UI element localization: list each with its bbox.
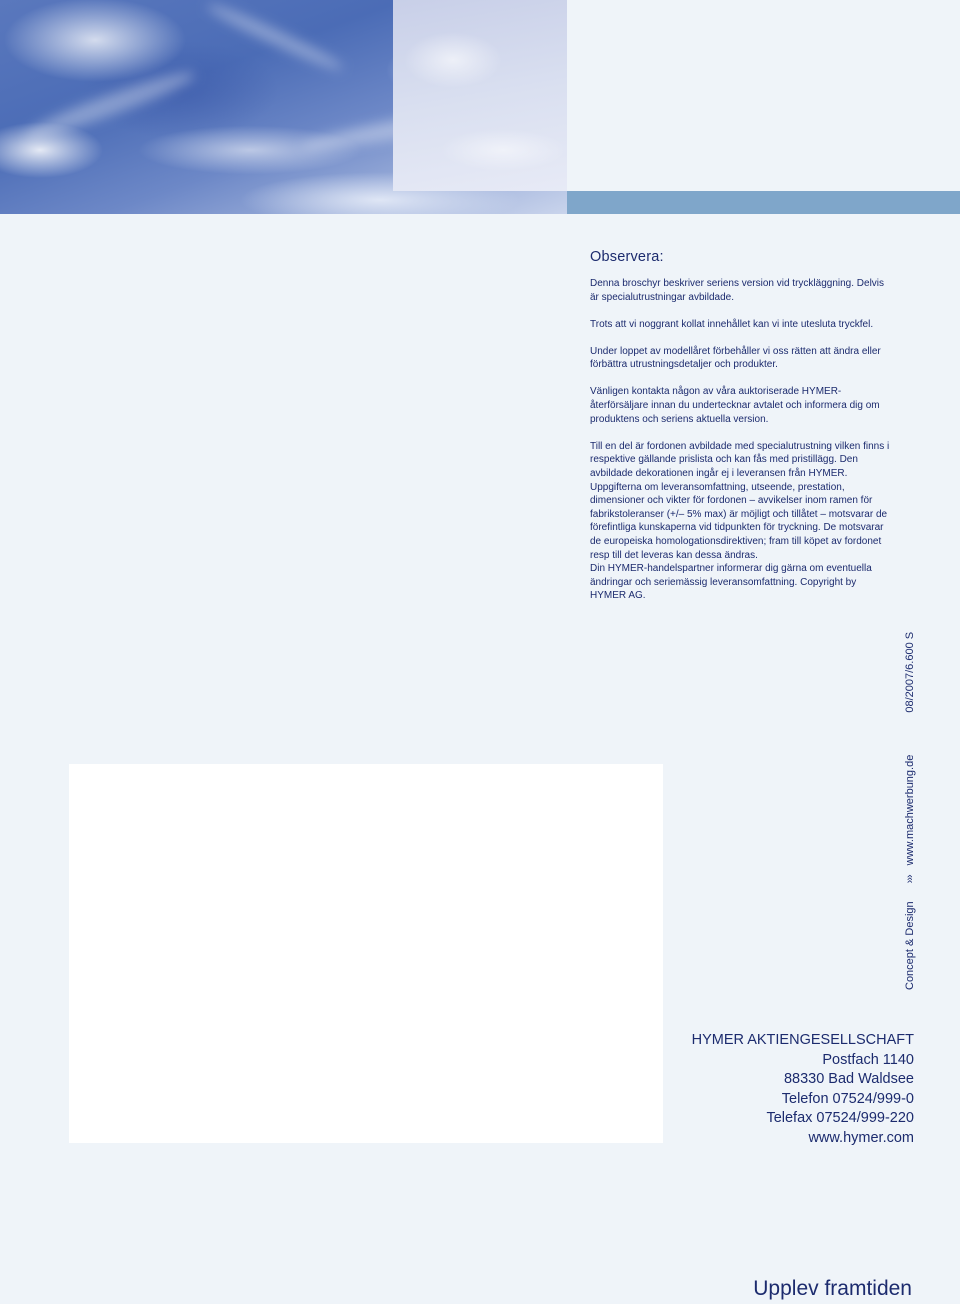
website-link[interactable]: www.hymer.com bbox=[808, 1129, 914, 1146]
sky-overlay-panel bbox=[393, 0, 567, 191]
notice-heading: Observera: bbox=[590, 249, 664, 265]
notice-paragraph: Trots att vi noggrant kollat innehållet kan vi inte utesluta tryckfel. bbox=[590, 318, 874, 330]
print-code: 08/2007/6.600 S bbox=[904, 631, 916, 713]
notice-paragraph: Till en del är fordonen avbildade med specialutrustning vilken finns i respektive gällande prislista och kan fås med pristillägg. Den avbildade dekorationen ingår ej i leveransen från HYMER. Uppgifterna om leveransomfattning, utseende, prestation, dimensioner och vikter för fordonen – avvikelser inom ramen för fabrikstoleranser (+/– 5% max) är möjligt och tillåtet – motsvarar de förefintliga kunskaperna vid tidpunkten för tryckning. De motsvarar de europeiska homologationsdirektiven; fram till köpet av fordonet resp till det leveras kan dessa ändras. bbox=[590, 440, 890, 561]
accent-band bbox=[567, 191, 960, 214]
city: 88330 Bad Waldsee bbox=[783, 1071, 914, 1087]
notice-paragraph: Denna broschyr beskriver seriens version vid tryckläggning. Delvis är specialutrustningar avbildade. bbox=[590, 278, 885, 303]
company-address bbox=[692, 1031, 914, 1148]
image-area bbox=[69, 764, 663, 1143]
phone: Telefon 07524/999-0 bbox=[781, 1090, 914, 1107]
credit-concept: Concept & Design bbox=[904, 901, 916, 990]
notice-paragraph: Vänligen kontakta någon av våra auktoriserade HYMER-återförsäljare innan du undertecknar avtalet och informera dig om produktens och seriens aktuella version. bbox=[590, 386, 880, 425]
credit-agency-url: www.machwerbung.de bbox=[904, 754, 916, 866]
notice-paragraph: Din HYMER-handelspartner informerar dig gärna om eventuella ändringar och seriemässig leveransomfattning. Copyright by HYMER AG. bbox=[590, 563, 872, 602]
company-name: HYMER AKTIENGESELLSCHAFT bbox=[691, 1032, 914, 1048]
notice-section bbox=[590, 249, 890, 603]
agency-mark-icon: ››› bbox=[904, 875, 916, 884]
postbox: Postfach 1140 bbox=[822, 1051, 914, 1068]
credit-strip bbox=[904, 632, 916, 990]
fax: Telefax 07524/999-220 bbox=[766, 1110, 914, 1126]
notice-paragraph: Under loppet av modellåret förbehåller vi oss rätten att ändra eller förbättra utrustningsdetaljer och produkter. bbox=[590, 345, 881, 371]
tagline: Upplev framtiden bbox=[753, 1277, 912, 1300]
